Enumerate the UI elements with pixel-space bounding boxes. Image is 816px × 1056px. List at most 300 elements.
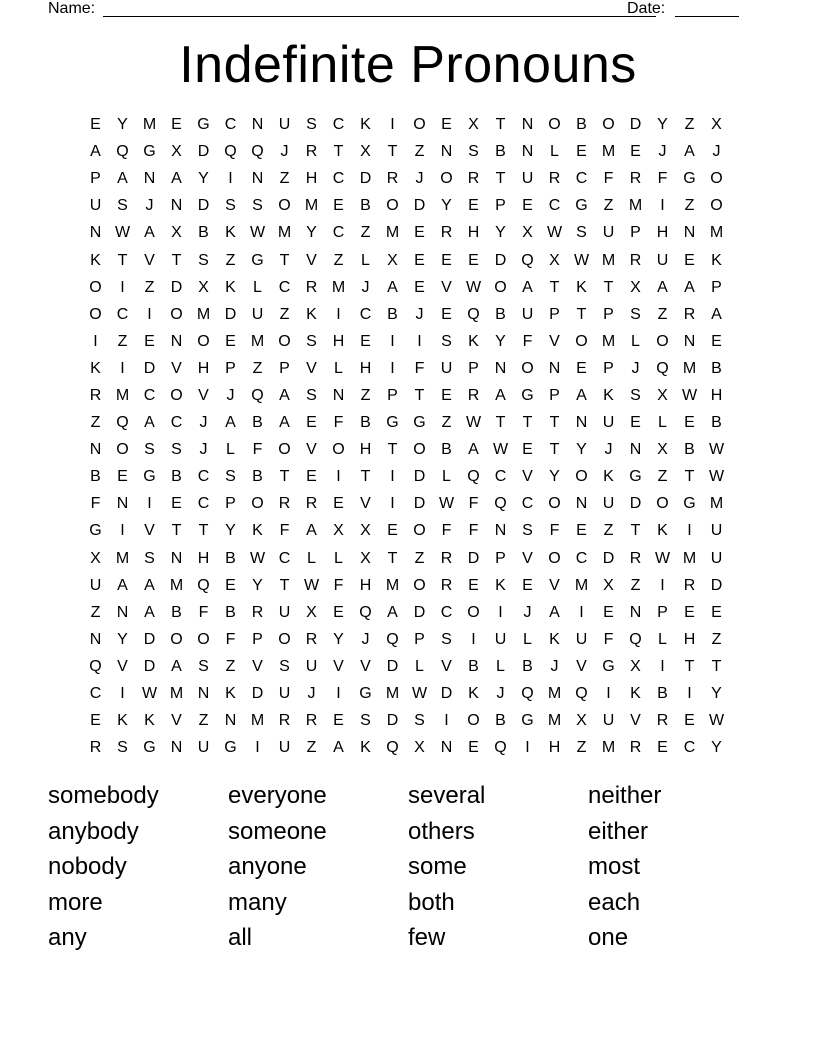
grid-letter: C [197,495,210,513]
grid-letter: M [331,278,346,296]
grid-letter: Q [386,739,399,757]
grid-letter: Q [494,739,507,757]
grid-letter: I [390,495,395,513]
grid-letter: K [360,739,371,757]
word-bank-item: someone [228,817,327,845]
grid-letter: K [225,224,236,242]
grid-row [82,165,730,192]
grid-letter: K [603,468,614,486]
grid-letter: E [225,576,236,594]
grid-letter: F [603,630,614,648]
grid-letter: V [549,332,560,350]
grid-letter: X [576,712,587,730]
grid-letter: Y [495,224,506,242]
grid-letter: Q [629,630,642,648]
grid-row [82,409,730,436]
date-blank-line [675,16,739,17]
grid-letter: Y [657,116,668,134]
grid-letter: I [579,603,584,621]
grid-letter: S [306,386,317,404]
word-bank-item: somebody [48,782,159,809]
grid-letter: K [468,685,479,703]
grid-letter: X [171,224,182,242]
grid-letter: T [387,549,398,567]
grid-letter: Z [306,739,317,757]
grid-letter: V [576,657,587,675]
grid-letter: V [360,495,371,513]
grid-letter: S [144,441,155,459]
grid-letter: E [522,197,533,215]
grid-letter: B [171,468,182,486]
grid-letter: R [440,549,453,567]
grid-letter: Q [251,386,264,404]
grid-letter: S [117,739,128,757]
grid-letter: C [332,224,345,242]
grid-letter: W [546,224,563,242]
grid-letter: M [196,305,211,323]
grid-letter: D [143,630,156,648]
grid-letter: I [120,685,125,703]
grid-letter: P [225,359,236,377]
grid-letter: E [468,739,479,757]
grid-letter: Z [630,576,641,594]
grid-letter: Z [711,630,722,648]
grid-letter: R [305,712,318,730]
grid-letter: B [225,603,236,621]
grid-letter: T [522,414,533,432]
grid-letter: T [333,143,344,161]
grid-letter: A [495,386,506,404]
grid-letter: I [147,495,152,513]
grid-letter: K [630,685,641,703]
grid-letter: A [333,739,344,757]
grid-letter: M [709,224,724,242]
grid-letter: R [467,170,480,188]
grid-letter: M [250,332,265,350]
grid-letter: B [711,414,722,432]
grid-letter: A [306,522,317,540]
grid-letter: W [303,576,320,594]
grid-letter: F [468,522,479,540]
grid-letter: O [710,197,723,215]
grid-letter: I [390,468,395,486]
grid-letter: V [360,657,371,675]
grid-letter: A [576,386,587,404]
grid-letter: T [414,386,425,404]
grid-letter: O [278,197,291,215]
grid-letter: N [440,143,453,161]
word-bank-item: neither [588,782,662,809]
grid-letter: O [278,332,291,350]
grid-letter: I [120,278,125,296]
grid-letter: V [441,657,452,675]
grid-letter: B [522,657,533,675]
grid-letter: O [467,603,480,621]
grid-letter: U [710,549,723,567]
grid-letter: O [656,332,669,350]
grid-letter: H [683,630,696,648]
grid-letter: H [197,359,210,377]
grid-letter: N [89,441,102,459]
grid-letter: A [549,603,560,621]
grid-letter: O [170,386,183,404]
grid-letter: R [629,549,642,567]
grid-letter: Z [90,414,101,432]
grid-letter: Z [414,549,425,567]
grid-letter: W [654,549,671,567]
grid-letter: Y [549,468,560,486]
grid-letter: G [602,657,615,675]
grid-letter: A [522,278,533,296]
grid-letter: R [305,278,318,296]
grid-row [82,707,730,734]
grid-letter: E [90,712,101,730]
grid-letter: K [657,522,668,540]
grid-letter: D [170,278,183,296]
grid-letter: I [660,576,665,594]
grid-letter: G [683,495,696,513]
grid-letter: N [116,603,129,621]
grid-letter: T [171,251,182,269]
word-bank-item: many [228,888,287,916]
grid-letter: U [278,739,291,757]
grid-letter: I [120,359,125,377]
grid-letter: F [549,522,560,540]
grid-letter: F [414,359,425,377]
grid-letter: Y [711,685,722,703]
grid-letter: C [440,603,453,621]
grid-letter: Y [441,197,452,215]
grid-letter: G [629,468,642,486]
grid-letter: I [390,116,395,134]
grid-letter: B [360,197,371,215]
grid-letter: W [573,251,590,269]
grid-letter: N [629,603,642,621]
grid-letter: G [359,685,372,703]
grid-letter: F [90,495,101,513]
grid-letter: S [225,468,236,486]
word-bank-item: both [408,888,455,916]
grid-letter: U [305,657,318,675]
grid-letter: T [549,278,560,296]
grid-row [82,572,730,599]
grid-letter: M [601,251,616,269]
grid-letter: Z [360,224,371,242]
grid-letter: O [413,441,426,459]
grid-letter: B [387,305,398,323]
grid-letter: M [682,359,697,377]
grid-letter: C [197,468,210,486]
grid-letter: K [252,522,263,540]
grid-letter: B [657,685,668,703]
grid-row [82,517,730,544]
grid-letter: D [413,468,426,486]
word-bank-item: all [228,924,253,952]
grid-letter: X [360,143,371,161]
grid-letter: U [278,116,291,134]
grid-letter: K [468,332,479,350]
grid-letter: I [417,332,422,350]
grid-letter: D [413,495,426,513]
grid-letter: M [601,332,616,350]
word-bank-item: more [48,888,103,916]
grid-letter: W [114,224,131,242]
grid-letter: D [602,549,615,567]
grid-letter: N [170,197,183,215]
word-bank-item: everyone [228,782,327,809]
grid-letter: T [684,657,695,675]
grid-letter: O [278,630,291,648]
grid-letter: V [252,657,263,675]
grid-letter: E [576,143,587,161]
grid-letter: S [225,197,236,215]
word-bank-item: anybody [48,817,139,845]
grid-letter: I [390,332,395,350]
grid-letter: U [440,359,453,377]
grid-letter: Z [117,332,128,350]
grid-row [82,626,730,653]
grid-letter: Z [657,468,668,486]
grid-letter: Q [251,143,264,161]
grid-letter: E [576,359,587,377]
grid-letter: P [657,603,668,621]
grid-letter: I [687,685,692,703]
grid-letter: H [359,359,372,377]
grid-letter: I [444,712,449,730]
grid-letter: I [147,305,152,323]
grid-letter: X [414,739,425,757]
grid-letter: A [279,414,290,432]
word-bank-item: several [408,782,486,809]
grid-letter: O [575,468,588,486]
grid-letter: A [387,278,398,296]
grid-letter: F [252,441,263,459]
grid-letter: B [495,712,506,730]
grid-letter: O [116,441,129,459]
grid-letter: V [522,468,533,486]
grid-letter: P [549,305,560,323]
grid-letter: Z [360,386,371,404]
grid-letter: N [683,332,696,350]
grid-letter: E [414,278,425,296]
grid-letter: Q [467,305,480,323]
grid-letter: M [385,576,400,594]
grid-letter: J [415,170,424,188]
grid-letter: C [278,549,291,567]
grid-letter: S [414,712,425,730]
grid-letter: J [550,657,559,675]
grid-letter: L [361,251,370,269]
grid-letter: R [305,143,318,161]
grid-letter: N [440,739,453,757]
grid-letter: U [575,630,588,648]
grid-letter: I [255,739,260,757]
date-label: Date: [627,0,666,17]
grid-letter: W [492,441,509,459]
grid-letter: O [170,305,183,323]
grid-letter: R [656,712,669,730]
word-bank-item: nobody [48,853,127,881]
grid-letter: K [603,386,614,404]
grid-letter: E [414,224,425,242]
grid-row [82,653,730,680]
grid-letter: O [467,712,480,730]
grid-letter: G [197,116,210,134]
grid-letter: U [602,224,615,242]
grid-letter: K [576,278,587,296]
grid-letter: U [521,170,534,188]
grid-letter: W [438,495,455,513]
grid-letter: A [90,143,101,161]
grid-letter: O [332,441,345,459]
grid-letter: S [279,657,290,675]
grid-letter: C [359,305,372,323]
grid-letter: I [390,359,395,377]
grid-letter: A [468,441,479,459]
grid-letter: V [333,657,344,675]
grid-letter: N [89,224,102,242]
grid-letter: M [547,685,562,703]
grid-letter: C [143,386,156,404]
grid-letter: S [117,197,128,215]
grid-letter: P [387,386,398,404]
grid-letter: E [171,116,182,134]
grid-letter: G [224,739,237,757]
grid-letter: R [251,603,264,621]
grid-letter: B [252,468,263,486]
grid-letter: J [199,441,208,459]
grid-letter: E [333,495,344,513]
grid-letter: Y [252,576,263,594]
grid-letter: N [548,359,561,377]
grid-letter: G [413,414,426,432]
grid-letter: X [306,603,317,621]
grid-letter: A [711,305,722,323]
grid-letter: G [386,414,399,432]
grid-letter: L [658,630,667,648]
grid-letter: V [306,359,317,377]
grid-letter: U [89,197,102,215]
grid-letter: R [278,495,291,513]
grid-letter: Z [333,251,344,269]
grid-letter: R [440,576,453,594]
grid-row [82,301,730,328]
grid-letter: J [361,278,370,296]
grid-letter: P [630,224,641,242]
grid-letter: D [143,657,156,675]
grid-letter: B [252,414,263,432]
grid-row [82,545,730,572]
grid-letter: O [170,630,183,648]
grid-letter: D [386,657,399,675]
grid-letter: Z [279,305,290,323]
word-bank [48,778,768,956]
grid-letter: E [441,386,452,404]
grid-letter: B [468,657,479,675]
grid-letter: Z [657,305,668,323]
grid-letter: L [442,468,451,486]
grid-letter: N [575,414,588,432]
grid-letter: L [415,657,424,675]
grid-letter: T [603,278,614,296]
word-bank-item: each [588,888,641,916]
word-bank-item: others [408,817,475,845]
grid-letter: J [631,359,640,377]
grid-letter: K [90,359,101,377]
grid-letter: J [280,143,289,161]
grid-letter: O [548,116,561,134]
grid-letter: Q [494,495,507,513]
grid-letter: A [144,414,155,432]
grid-letter: Z [252,359,263,377]
grid-letter: C [521,495,534,513]
grid-letter: D [224,305,237,323]
grid-letter: U [278,603,291,621]
grid-letter: Z [279,170,290,188]
grid-row [82,490,730,517]
grid-letter: M [250,712,265,730]
grid-letter: R [629,739,642,757]
grid-letter: G [683,170,696,188]
grid-letter: R [89,386,102,404]
grid-letter: K [711,251,722,269]
grid-letter: X [90,549,101,567]
grid-letter: J [415,305,424,323]
grid-letter: P [495,197,506,215]
grid-letter: N [170,549,183,567]
grid-letter: E [333,712,344,730]
grid-row [82,328,730,355]
grid-letter: O [89,278,102,296]
grid-letter: E [90,116,101,134]
grid-letter: G [575,197,588,215]
grid-letter: E [441,116,452,134]
grid-letter: W [708,441,725,459]
grid-letter: W [411,685,428,703]
grid-letter: W [141,685,158,703]
grid-letter: X [657,386,668,404]
grid-letter: D [710,576,723,594]
grid-letter: A [171,657,182,675]
grid-letter: O [521,359,534,377]
grid-letter: E [144,332,155,350]
grid-letter: V [522,549,533,567]
word-bank-item: few [408,924,446,952]
grid-letter: N [224,712,237,730]
grid-letter: U [602,495,615,513]
grid-letter: H [710,386,723,404]
grid-letter: E [684,414,695,432]
grid-letter: J [145,197,154,215]
grid-letter: U [89,576,102,594]
grid-letter: H [197,549,210,567]
grid-row [82,111,730,138]
grid-letter: M [304,197,319,215]
word-bank-item: either [588,817,649,845]
grid-letter: B [576,116,587,134]
grid-letter: O [602,116,615,134]
grid-letter: E [576,522,587,540]
grid-letter: O [440,170,453,188]
grid-letter: J [604,441,613,459]
grid-letter: R [629,251,642,269]
grid-letter: C [575,549,588,567]
grid-letter: N [251,116,264,134]
grid-letter: B [441,441,452,459]
grid-letter: U [494,630,507,648]
grid-letter: N [629,441,642,459]
grid-letter: T [549,441,560,459]
